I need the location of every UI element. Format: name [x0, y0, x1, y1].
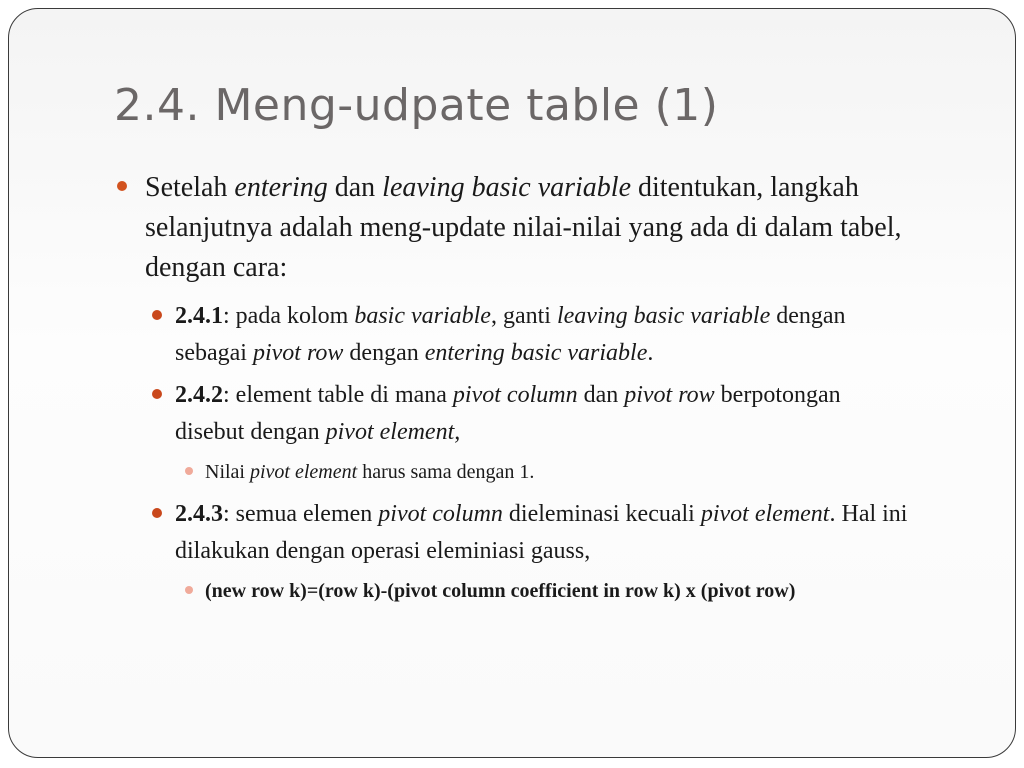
bullet-text-run: pivot element: [700, 501, 830, 527]
bullet-dot-icon: [185, 586, 193, 594]
bullet-text-run: harus sama dengan 1.: [357, 461, 535, 483]
bullet-text-run: 2.4.2: [175, 382, 223, 408]
bullet-text-run: leaving basic variable: [382, 172, 631, 203]
bullet-text-run: Nilai: [205, 461, 250, 483]
bullet-level-2-item: [175, 377, 910, 451]
bullet-text-run: pivot row: [624, 382, 715, 408]
bullet-text-run: pivot element,: [325, 419, 461, 445]
bullet-text-run: 2.4.1: [175, 303, 223, 329]
bullet-dot-icon: [152, 508, 162, 518]
bullet-level-3-item: [205, 575, 935, 607]
bullet-text-run: 2.4.3: [175, 501, 223, 527]
bullet-level-1-item: [145, 168, 950, 288]
bullet-text-run: dengan sebagai: [175, 303, 846, 366]
bullet-text-run: . Hal ini dilakukan dengan operasi eleminiasi gauss,: [175, 501, 908, 564]
bullet-text-run: dengan: [343, 340, 425, 366]
bullet-text-run: leaving basic variable: [556, 303, 771, 329]
bullet-text-run: entering: [234, 172, 328, 203]
bullet-level-2-item: [175, 496, 910, 570]
bullet-text-run: pivot column: [378, 501, 503, 527]
bullet-dot-icon: [152, 389, 162, 399]
bullet-text-run: : pada kolom: [223, 303, 355, 329]
bullet-text-run: entering basic variable: [424, 340, 648, 366]
bullet-list: [0, 168, 1024, 615]
bullet-text-run: : element table di mana: [223, 382, 453, 408]
bullet-text-run: pivot column: [452, 382, 578, 408]
bullet-text-run: pivot row: [252, 340, 344, 366]
bullet-text-run: berpotongan disebut dengan: [175, 382, 841, 445]
bullet-level-2-item: [175, 298, 910, 372]
bullet-dot-icon: [117, 181, 127, 191]
bullet-text-run: dieleminasi kecuali: [502, 501, 701, 527]
bullet-text-run: Setelah: [145, 172, 235, 203]
bullet-text-run: pivot element: [250, 461, 358, 483]
bullet-text-run: basic variable: [354, 303, 491, 329]
bullet-text-run: , ganti: [490, 303, 557, 329]
bullet-text-run: .: [647, 340, 654, 366]
bullet-text-run: (new row k)=(row k)-(pivot column coefficient in row k) x (pivot row): [205, 580, 796, 602]
bullet-text-run: dan: [577, 382, 625, 408]
bullet-dot-icon: [152, 310, 162, 320]
bullet-level-3-item: [205, 456, 935, 488]
bullet-dot-icon: [185, 467, 193, 475]
bullet-text-run: ditentukan, langkah selanjutnya adalah meng-update nilai-nilai yang ada di dalam tabel, dengan cara:: [145, 172, 902, 283]
slide-title: 2.4. Meng-udpate table (1): [114, 80, 719, 131]
bullet-text-run: dan: [327, 172, 383, 203]
bullet-text-run: : semua elemen: [223, 501, 379, 527]
